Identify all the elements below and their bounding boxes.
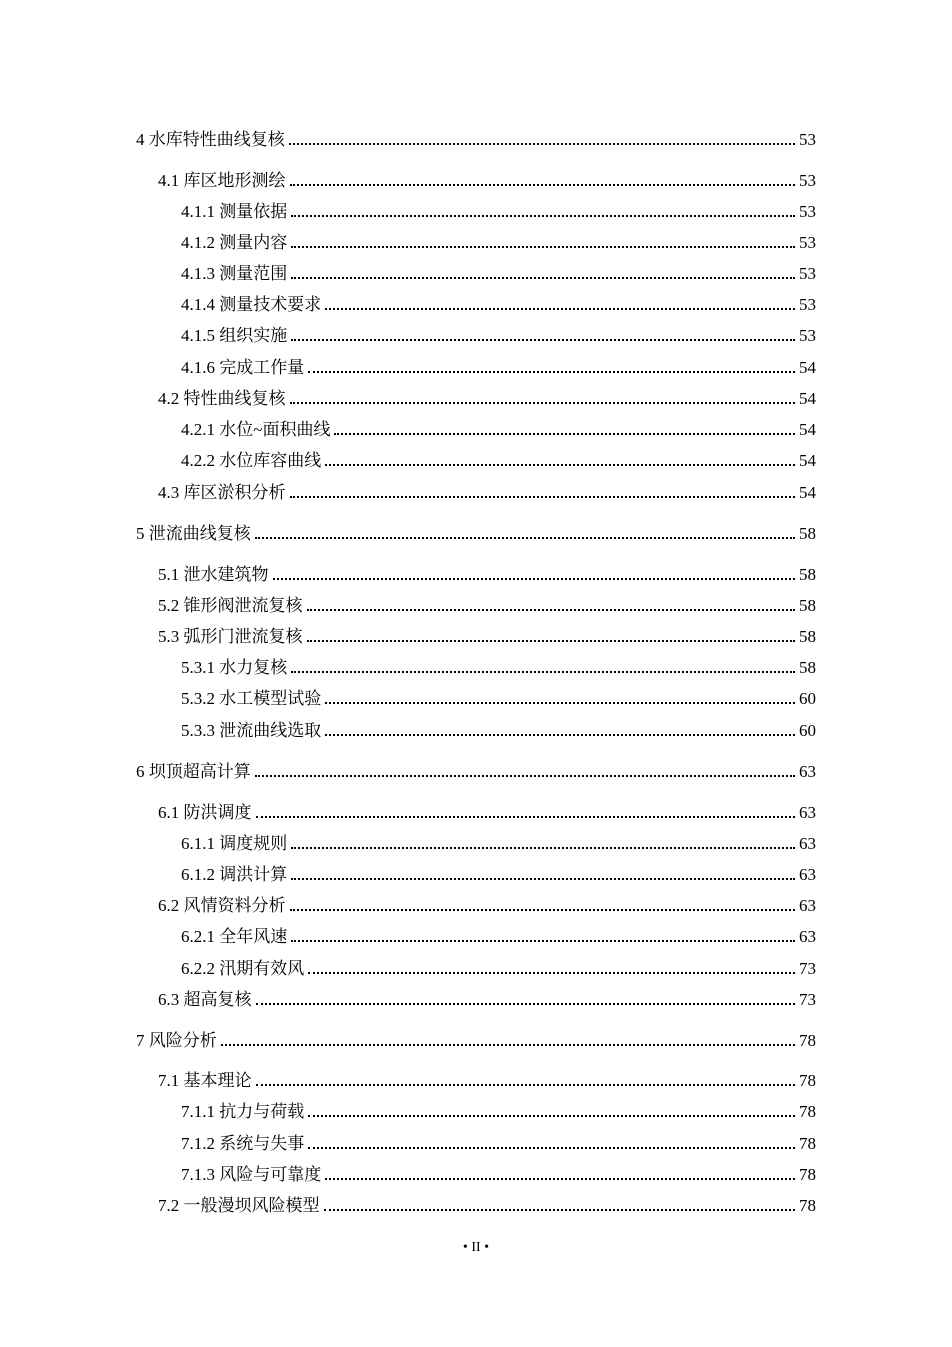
toc-entry-label: 5.3 弧形门泄流复核 xyxy=(158,627,303,646)
toc-entry-label: 4.1.4 测量技术要求 xyxy=(181,295,322,314)
toc-entry-label: 5 泄流曲线复核 xyxy=(136,524,251,543)
toc-entry-page: 54 xyxy=(799,451,816,470)
toc-entry-label: 4.1.1 测量依据 xyxy=(181,202,288,221)
toc-entry[interactable] xyxy=(181,717,816,741)
dot-leader xyxy=(256,816,796,818)
toc-entry[interactable] xyxy=(181,861,816,885)
toc-entry[interactable] xyxy=(136,1027,816,1051)
toc-entry-page: 53 xyxy=(799,326,816,345)
toc-entry[interactable] xyxy=(181,955,816,979)
dot-leader xyxy=(255,775,795,777)
toc-entry[interactable] xyxy=(181,198,816,222)
toc-entry-label: 6.2.1 全年风速 xyxy=(181,927,288,946)
toc-entry[interactable] xyxy=(181,1098,816,1122)
dot-leader xyxy=(291,246,795,248)
toc-entry[interactable] xyxy=(181,685,816,709)
toc-entry-label: 6.2.2 汛期有效风 xyxy=(181,959,305,978)
toc-entry-label: 5.1 泄水建筑物 xyxy=(158,565,269,584)
dot-leader xyxy=(256,1003,796,1005)
toc-entry[interactable] xyxy=(181,830,816,854)
toc-entry[interactable] xyxy=(136,758,816,782)
toc-entry-page: 78 xyxy=(799,1165,816,1184)
dot-leader xyxy=(308,972,795,974)
toc-entry[interactable] xyxy=(181,1130,816,1154)
toc-entry-label: 6.1.1 调度规则 xyxy=(181,834,288,853)
dot-leader xyxy=(291,339,795,341)
toc-entry-page: 53 xyxy=(799,202,816,221)
dot-leader xyxy=(307,609,796,611)
toc-entry[interactable] xyxy=(181,923,816,947)
toc-entry-label: 4.2.2 水位库容曲线 xyxy=(181,451,322,470)
toc-entry-page: 63 xyxy=(799,803,816,822)
toc-entry-page: 78 xyxy=(799,1196,816,1215)
dot-leader xyxy=(325,1178,795,1180)
dot-leader xyxy=(273,578,796,580)
dot-leader xyxy=(290,496,796,498)
dot-leader xyxy=(291,847,795,849)
toc-entry-page: 63 xyxy=(799,896,816,915)
toc-entry-label: 7 风险分析 xyxy=(136,1031,217,1050)
toc-entry-page: 78 xyxy=(799,1102,816,1121)
dot-leader xyxy=(334,433,795,435)
toc-entry[interactable] xyxy=(158,561,816,585)
toc-entry-page: 58 xyxy=(799,565,816,584)
dot-leader xyxy=(291,277,795,279)
toc-entry-label: 4.2.1 水位~面积曲线 xyxy=(181,420,331,439)
toc-entry-page: 73 xyxy=(799,959,816,978)
toc-entry-label: 7.2 一般漫坝风险模型 xyxy=(158,1196,320,1215)
toc-entry-page: 54 xyxy=(799,483,816,502)
toc-entry-page: 53 xyxy=(799,295,816,314)
toc-entry-page: 54 xyxy=(799,389,816,408)
dot-leader xyxy=(291,671,795,673)
dot-leader xyxy=(289,143,795,145)
toc-entry-label: 6 坝顶超高计算 xyxy=(136,762,251,781)
toc-entry-page: 73 xyxy=(799,990,816,1009)
toc-entry-label: 6.3 超高复核 xyxy=(158,990,252,1009)
toc-entry-page: 53 xyxy=(799,130,816,149)
toc-entry-label: 6.1 防洪调度 xyxy=(158,803,252,822)
toc-entry-page: 53 xyxy=(799,233,816,252)
toc-entry-label: 6.1.2 调洪计算 xyxy=(181,865,288,884)
toc-entry[interactable] xyxy=(158,479,816,503)
toc-entry-page: 58 xyxy=(799,596,816,615)
toc-entry-label: 4.1.5 组织实施 xyxy=(181,326,288,345)
toc-entry-label: 4.1 库区地形测绘 xyxy=(158,171,286,190)
toc-entry[interactable] xyxy=(158,1067,816,1091)
dot-leader xyxy=(325,464,795,466)
dot-leader xyxy=(307,640,796,642)
toc-entry-page: 58 xyxy=(799,658,816,677)
toc-entry-label: 4.3 库区淤积分析 xyxy=(158,483,286,502)
toc-entry-page: 53 xyxy=(799,171,816,190)
dot-leader xyxy=(221,1044,795,1046)
toc-entry[interactable] xyxy=(136,520,816,544)
dot-leader xyxy=(290,402,796,404)
toc-entry[interactable] xyxy=(158,385,816,409)
dot-leader xyxy=(308,371,795,373)
dot-leader xyxy=(291,878,795,880)
toc-entry-page: 63 xyxy=(799,927,816,946)
toc-entry-page: 53 xyxy=(799,264,816,283)
toc-entry[interactable] xyxy=(181,654,816,678)
toc-entry-label: 6.2 风情资料分析 xyxy=(158,896,286,915)
dot-leader xyxy=(291,940,795,942)
dot-leader xyxy=(255,537,795,539)
dot-leader xyxy=(290,184,796,186)
dot-leader xyxy=(256,1084,796,1086)
toc-entry-page: 63 xyxy=(799,834,816,853)
dot-leader xyxy=(325,308,795,310)
toc-entry[interactable] xyxy=(181,1161,816,1185)
toc-entry[interactable] xyxy=(181,447,816,471)
dot-leader xyxy=(291,215,795,217)
toc-entry-page: 60 xyxy=(799,689,816,708)
toc-entry-page: 78 xyxy=(799,1134,816,1153)
dot-leader xyxy=(308,1147,795,1149)
page-number-footer: • II • xyxy=(462,1240,490,1255)
toc-entry-label: 7.1.1 抗力与荷载 xyxy=(181,1102,305,1121)
toc-entry-page: 58 xyxy=(799,627,816,646)
toc-entry-label: 4.2 特性曲线复核 xyxy=(158,389,286,408)
toc-entry[interactable] xyxy=(158,986,816,1010)
toc-entry[interactable] xyxy=(181,354,816,378)
toc-entry[interactable] xyxy=(181,322,816,346)
toc-entry-page: 63 xyxy=(799,865,816,884)
toc-entry-page: 78 xyxy=(799,1071,816,1090)
dot-leader xyxy=(308,1115,795,1117)
toc-entry-page: 58 xyxy=(799,524,816,543)
toc-entry[interactable] xyxy=(181,416,816,440)
toc-entry[interactable] xyxy=(158,592,816,616)
dot-leader xyxy=(290,909,796,911)
toc-entry-label: 4.1.6 完成工作量 xyxy=(181,358,305,377)
toc-entry[interactable] xyxy=(158,623,816,647)
dot-leader xyxy=(325,702,795,704)
dot-leader xyxy=(324,1209,796,1211)
toc-entry-label: 5.3.2 水工模型试验 xyxy=(181,689,322,708)
toc-entry-label: 5.2 锥形阀泄流复核 xyxy=(158,596,303,615)
toc-entry-label: 5.3.1 水力复核 xyxy=(181,658,288,677)
toc-entry[interactable] xyxy=(158,167,816,191)
toc-entry-label: 7.1.3 风险与可靠度 xyxy=(181,1165,322,1184)
toc-entry[interactable] xyxy=(181,260,816,284)
toc-entry-label: 4 水库特性曲线复核 xyxy=(136,130,285,149)
toc-entry-page: 54 xyxy=(799,358,816,377)
toc-entry-page: 54 xyxy=(799,420,816,439)
toc-entry[interactable] xyxy=(181,229,816,253)
toc-entry-label: 4.1.3 测量范围 xyxy=(181,264,288,283)
toc-entry[interactable] xyxy=(181,291,816,315)
toc-entry[interactable] xyxy=(158,799,816,823)
toc-entry[interactable] xyxy=(136,126,816,150)
toc-entry[interactable] xyxy=(158,1192,816,1216)
toc-entry-page: 78 xyxy=(799,1031,816,1050)
toc-entry-page: 63 xyxy=(799,762,816,781)
toc-entry-label: 7.1.2 系统与失事 xyxy=(181,1134,305,1153)
toc-entry-label: 4.1.2 测量内容 xyxy=(181,233,288,252)
toc-entry-label: 7.1 基本理论 xyxy=(158,1071,252,1090)
toc-entry[interactable] xyxy=(158,892,816,916)
dot-leader xyxy=(325,734,795,736)
toc-entry-label: 5.3.3 泄流曲线选取 xyxy=(181,721,322,740)
toc-entry-page: 60 xyxy=(799,721,816,740)
